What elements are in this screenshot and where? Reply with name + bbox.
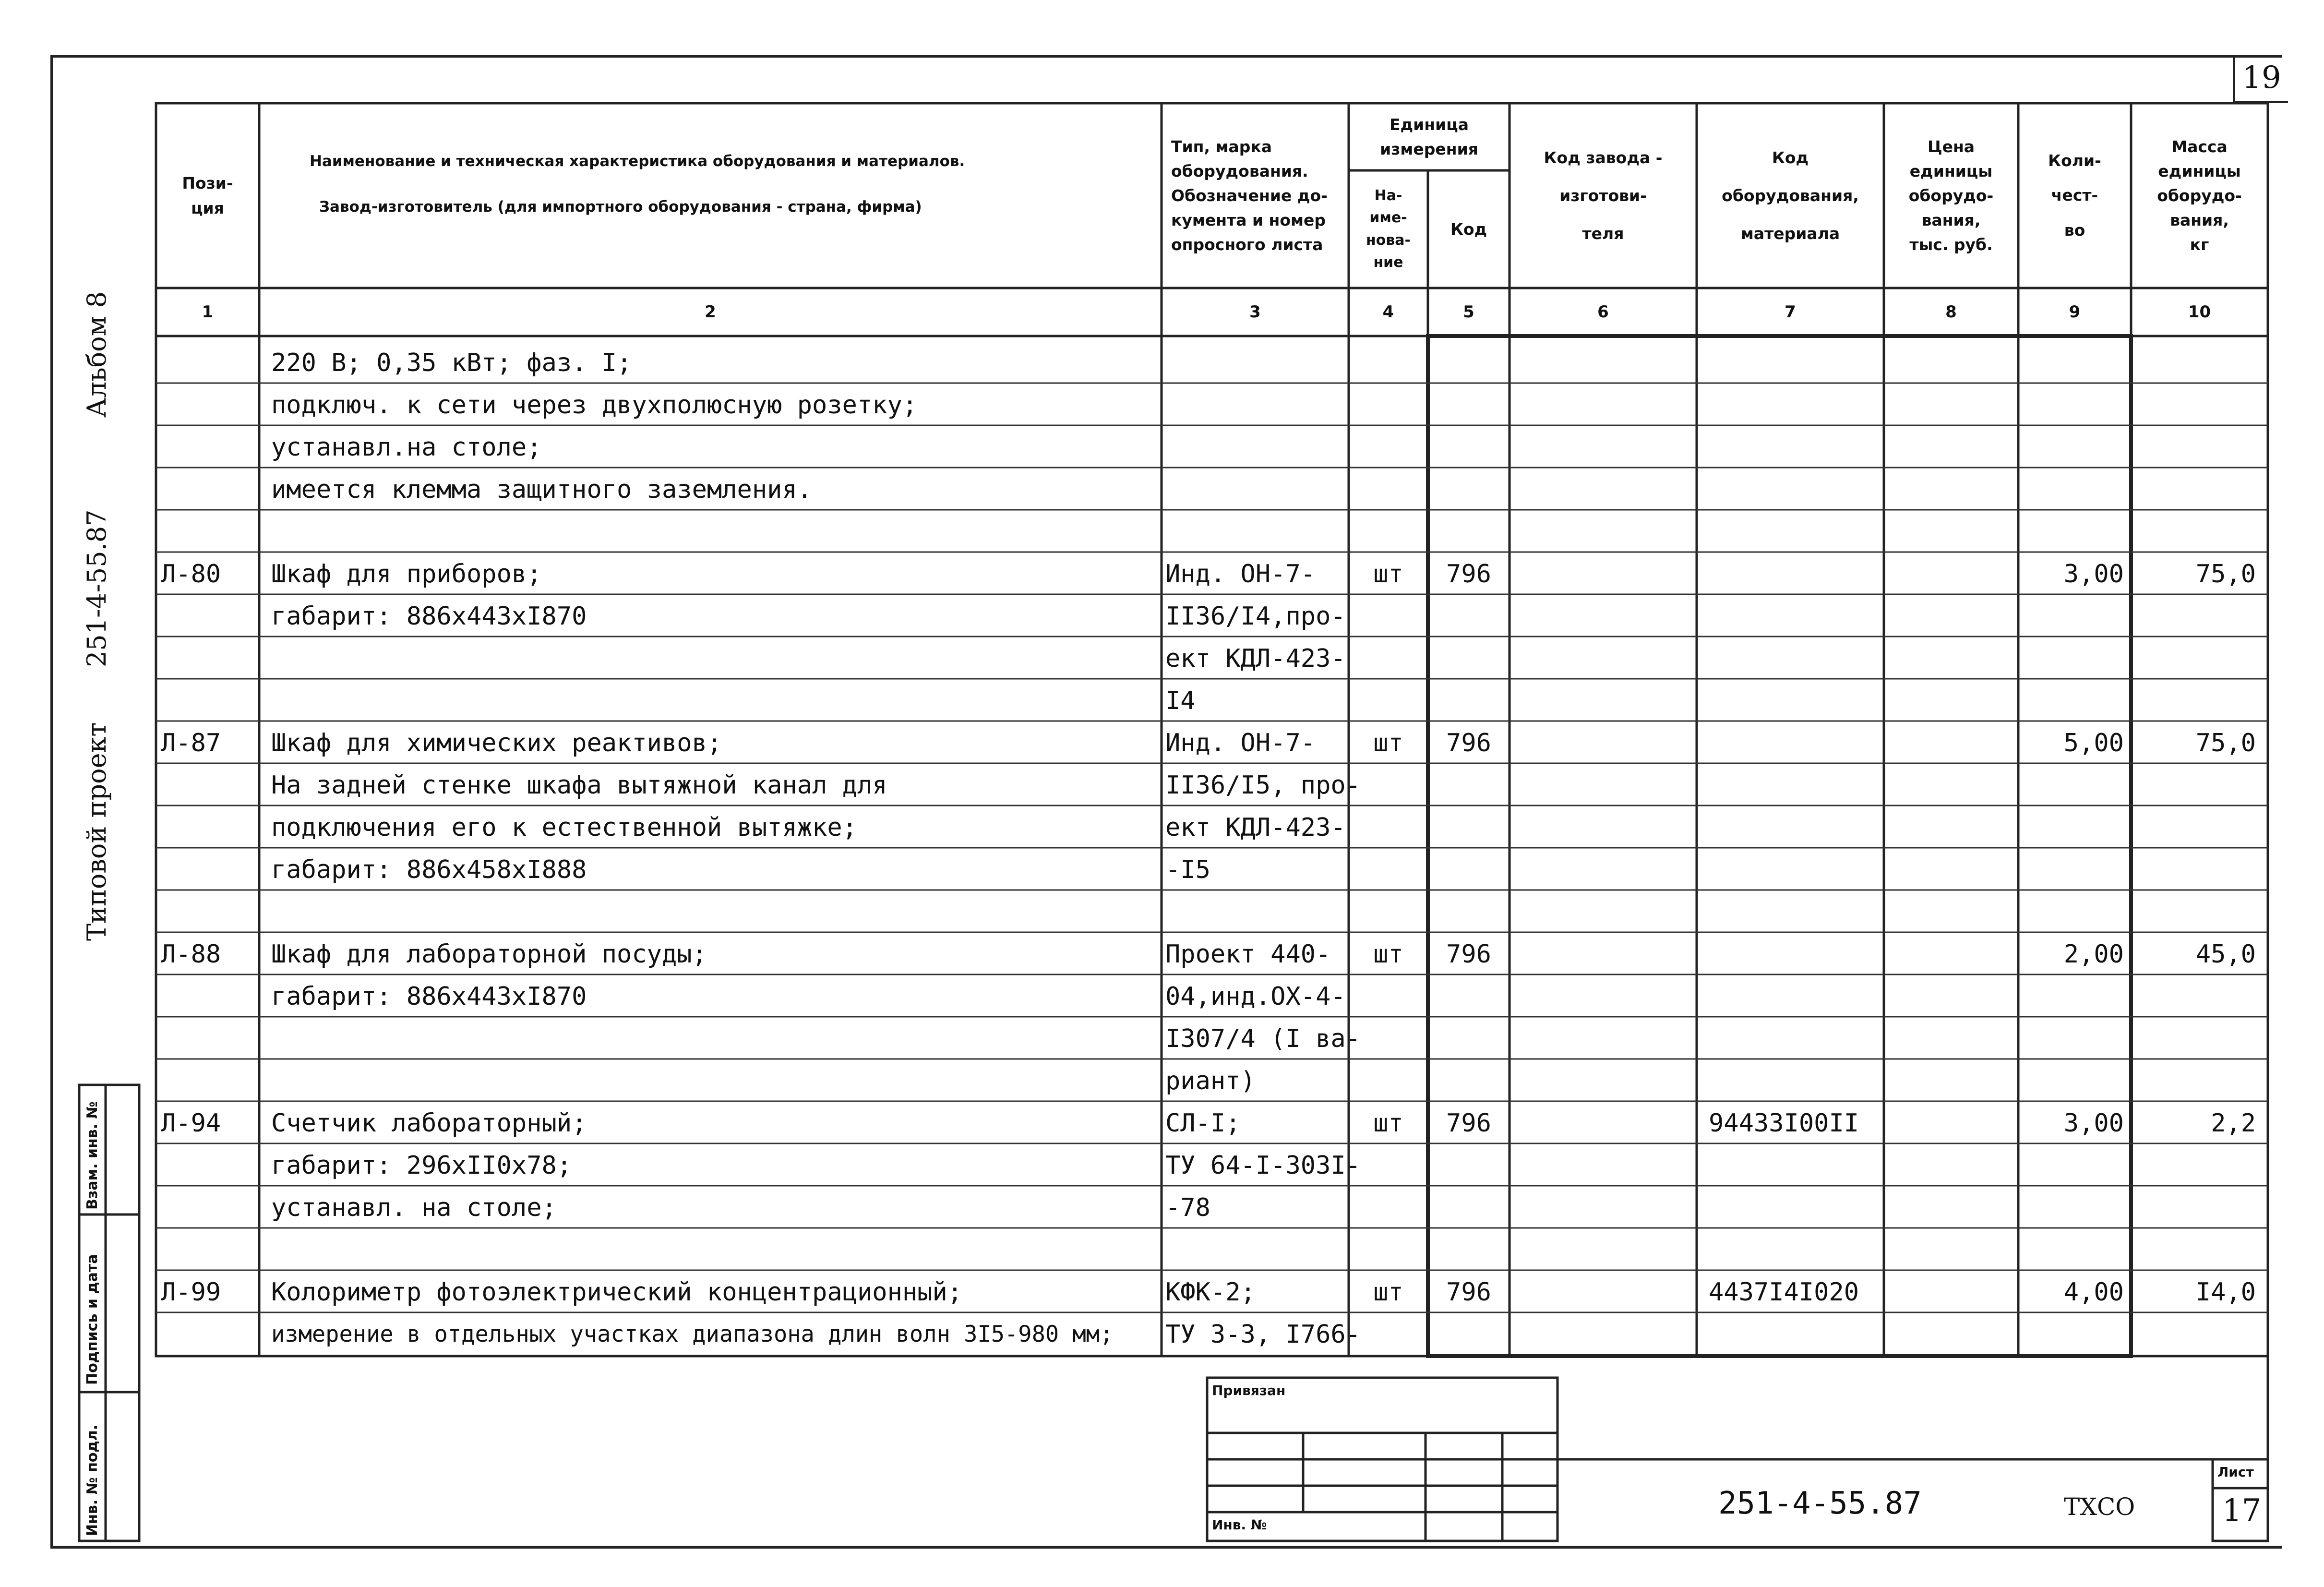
cell-unit-code xyxy=(1430,511,1507,553)
corner-sheet-number: 19 xyxy=(2233,55,2288,103)
cell-unit xyxy=(1351,342,1426,384)
cell-type xyxy=(1165,511,1348,553)
stamp-replaced-inv: Взам. инв. № xyxy=(84,1101,101,1210)
cell-equipment-code xyxy=(1709,975,1881,1018)
sheet-label: Лист xyxy=(2217,1464,2254,1480)
cell-name: измерение в отдельных участках диапазона длин волн 3I5-980 мм; xyxy=(271,1321,1114,1347)
cell-mass xyxy=(2133,426,2256,469)
cell-type: -78 xyxy=(1165,1193,1210,1222)
cell-quantity xyxy=(2021,975,2124,1018)
cell-equipment-code xyxy=(1709,342,1881,384)
cell-equipment-code xyxy=(1709,680,1881,722)
cell-equipment-code: 4437I4I020 xyxy=(1709,1278,1859,1307)
cell-type: СЛ-I; xyxy=(1165,1109,1241,1138)
cell-mass xyxy=(2133,1313,2256,1356)
header-equipment-code: Код оборудования, материала xyxy=(1722,148,1859,243)
cell-type: КФК-2; xyxy=(1165,1278,1256,1307)
cell-unit-code xyxy=(1430,595,1507,637)
cell-unit-code xyxy=(1430,975,1507,1018)
cell-unit: шт xyxy=(1373,729,1403,757)
cell-position xyxy=(161,342,257,384)
cell-unit-code: 796 xyxy=(1446,1278,1491,1307)
cell-unit xyxy=(1351,469,1426,511)
cell-mass xyxy=(2133,1187,2256,1229)
cell-unit xyxy=(1351,1313,1426,1356)
cell-unit xyxy=(1351,1144,1426,1187)
cell-name: Счетчик лабораторный; xyxy=(271,1109,587,1138)
cell-quantity xyxy=(2021,1060,2124,1102)
cell-equipment-code xyxy=(1709,1229,1881,1271)
cell-mass xyxy=(2133,849,2256,891)
cell-unit: шт xyxy=(1373,560,1403,589)
cell-unit-code xyxy=(1430,1018,1507,1060)
cell-unit xyxy=(1351,1060,1426,1102)
cell-equipment-code xyxy=(1709,1018,1881,1060)
cell-position xyxy=(161,1018,257,1060)
cell-unit-code xyxy=(1430,1229,1507,1271)
stamp-inv-no: Инв. № xyxy=(1212,1517,1267,1533)
cell-unit xyxy=(1351,891,1426,933)
cell-unit xyxy=(1351,1229,1426,1271)
cell-mass: 45,0 xyxy=(2195,940,2256,969)
cell-position xyxy=(161,680,257,722)
cell-name xyxy=(271,1060,1159,1102)
header-name-line2: Завод-изготовитель (для импортного оборудования - страна, фирма) xyxy=(319,198,922,216)
cell-unit xyxy=(1351,595,1426,637)
cell-quantity xyxy=(2021,764,2124,806)
cell-equipment-code xyxy=(1709,849,1881,891)
cell-name xyxy=(271,1018,1159,1060)
cell-unit-code xyxy=(1430,806,1507,849)
cell-unit xyxy=(1351,806,1426,849)
cell-unit-code xyxy=(1430,849,1507,891)
header-quantity: Коли- чест- во xyxy=(2048,151,2101,240)
cell-type xyxy=(1165,469,1348,511)
col-number: 8 xyxy=(1945,302,1957,322)
cell-equipment-code xyxy=(1709,722,1881,764)
cell-unit-code xyxy=(1430,764,1507,806)
cell-unit-code xyxy=(1430,426,1507,469)
header-unit-code: Код xyxy=(1450,219,1487,239)
cell-unit-code xyxy=(1430,1187,1507,1229)
col-number: 5 xyxy=(1463,302,1474,322)
cell-equipment-code xyxy=(1709,553,1881,595)
cell-mass: 75,0 xyxy=(2195,729,2256,757)
header-price: Цена единицы оборудо- вания, тыс. руб. xyxy=(1908,137,1994,254)
cell-mass xyxy=(2133,469,2256,511)
cell-unit-code xyxy=(1430,891,1507,933)
cell-name: подключ. к сети через двухполюсную розетку; xyxy=(271,391,918,420)
cell-unit: шт xyxy=(1373,940,1403,969)
cell-name: устанавл.на столе; xyxy=(271,433,542,462)
cell-type: I4 xyxy=(1165,686,1196,715)
cell-equipment-code xyxy=(1709,511,1881,553)
cell-unit-code: 796 xyxy=(1446,560,1491,589)
cell-type: 04,инд.ОХ-4- xyxy=(1165,982,1346,1011)
cell-equipment-code xyxy=(1709,933,1881,975)
cell-name: габарит: 296хII0х78; xyxy=(271,1151,572,1180)
cell-type: ект КДЛ-423- xyxy=(1165,644,1346,673)
cell-equipment-code xyxy=(1709,469,1881,511)
cell-quantity xyxy=(2021,511,2124,553)
cell-mass xyxy=(2133,806,2256,849)
cell-unit xyxy=(1351,1187,1426,1229)
col-number: 9 xyxy=(2069,302,2081,322)
document-code: 251-4-55.87 xyxy=(1718,1486,1922,1521)
cell-equipment-code xyxy=(1709,891,1881,933)
cell-unit-code: 796 xyxy=(1446,1109,1491,1138)
cell-unit-code xyxy=(1430,637,1507,680)
cell-quantity xyxy=(2021,342,2124,384)
col-number: 10 xyxy=(2188,302,2211,322)
header-unit-name: На- име- нова- ние xyxy=(1366,187,1411,271)
cell-mass xyxy=(2133,1229,2256,1271)
cell-type: ект КДЛ-423- xyxy=(1165,813,1346,842)
cell-unit-code xyxy=(1430,384,1507,426)
cell-position xyxy=(161,1144,257,1187)
cell-position xyxy=(161,806,257,849)
cell-quantity xyxy=(2021,806,2124,849)
cell-unit: шт xyxy=(1373,1278,1403,1307)
cell-unit xyxy=(1351,1018,1426,1060)
header-type: Тип, марка оборудования. Обозначение до- кумента и номер опросного листа xyxy=(1171,137,1328,254)
cell-quantity: 4,00 xyxy=(2063,1278,2124,1307)
cell-mass xyxy=(2133,891,2256,933)
cell-equipment-code xyxy=(1709,595,1881,637)
cell-name: 220 В; 0,35 кВт; фаз. I; xyxy=(271,349,632,377)
cell-position xyxy=(161,426,257,469)
cell-mass xyxy=(2133,1018,2256,1060)
cell-unit-code: 796 xyxy=(1446,940,1491,969)
cell-unit-code xyxy=(1430,1060,1507,1102)
cell-type xyxy=(1165,891,1348,933)
cell-position xyxy=(161,637,257,680)
cell-mass xyxy=(2133,637,2256,680)
cell-type: ТУ 3-3, I766- xyxy=(1165,1320,1361,1349)
cell-quantity xyxy=(2021,384,2124,426)
cell-unit-code: 796 xyxy=(1446,729,1491,757)
side-project-type: Типовой проект xyxy=(82,722,112,941)
header-name-line1: Наименование и техническая характеристика оборудования и материалов. xyxy=(310,153,965,170)
cell-position: Л-94 xyxy=(161,1109,221,1138)
cell-type: II36/I5, про- xyxy=(1165,771,1361,800)
stamp-signature-date: Подпись и дата xyxy=(84,1254,101,1385)
cell-name: На задней стенке шкафа вытяжной канал для xyxy=(271,771,887,800)
cell-equipment-code xyxy=(1709,1060,1881,1102)
col-number: 6 xyxy=(1597,302,1609,322)
cell-position xyxy=(161,1313,257,1356)
cell-equipment-code: 94433I00II xyxy=(1709,1109,1859,1138)
cell-unit xyxy=(1351,975,1426,1018)
cell-unit xyxy=(1351,511,1426,553)
cell-equipment-code xyxy=(1709,1313,1881,1356)
header-plant-code: Код завода - изготови- теля xyxy=(1544,148,1663,243)
cell-mass xyxy=(2133,975,2256,1018)
cell-name: Шкаф для лабораторной посуды; xyxy=(271,940,707,969)
cell-position: Л-87 xyxy=(161,729,221,757)
sheet-number: 17 xyxy=(2222,1493,2262,1528)
side-project-code: 251-4-55.87 xyxy=(82,509,112,667)
cell-position: Л-99 xyxy=(161,1278,221,1307)
cell-equipment-code xyxy=(1709,426,1881,469)
cell-name: имеется клемма защитного заземления. xyxy=(271,475,813,504)
cell-unit-code xyxy=(1430,1144,1507,1187)
cell-name xyxy=(271,891,1159,933)
cell-name: Шкаф для приборов; xyxy=(271,560,542,589)
cell-equipment-code xyxy=(1709,1187,1881,1229)
document-mark: ТХСО xyxy=(2064,1493,2135,1521)
cell-type: I307/4 (I ва- xyxy=(1165,1024,1361,1053)
cell-quantity xyxy=(2021,595,2124,637)
cell-type xyxy=(1165,342,1348,384)
cell-quantity xyxy=(2021,891,2124,933)
cell-name: подключения его к естественной вытяжке; xyxy=(271,813,857,842)
cell-position xyxy=(161,764,257,806)
cell-equipment-code xyxy=(1709,1144,1881,1187)
cell-unit-code xyxy=(1430,342,1507,384)
header-unit: Единица измерения xyxy=(1380,115,1478,158)
cell-type: Проект 440- xyxy=(1165,940,1331,969)
cell-quantity xyxy=(2021,426,2124,469)
cell-unit xyxy=(1351,426,1426,469)
header-position: Пози- ция xyxy=(182,174,233,217)
cell-quantity: 2,00 xyxy=(2063,940,2124,969)
cell-position xyxy=(161,849,257,891)
cell-unit xyxy=(1351,764,1426,806)
cell-position xyxy=(161,511,257,553)
cell-mass xyxy=(2133,1144,2256,1187)
cell-mass: 2,2 xyxy=(2211,1109,2256,1138)
cell-type: -I5 xyxy=(1165,855,1210,884)
col-number: 1 xyxy=(202,302,214,322)
cell-name: габарит: 886х443хI870 xyxy=(271,602,587,631)
cell-equipment-code xyxy=(1709,637,1881,680)
cell-equipment-code xyxy=(1709,764,1881,806)
cell-mass xyxy=(2133,342,2256,384)
cell-unit xyxy=(1351,680,1426,722)
cell-equipment-code xyxy=(1709,384,1881,426)
cell-position xyxy=(161,975,257,1018)
cell-position: Л-88 xyxy=(161,940,221,969)
col-number: 3 xyxy=(1249,302,1261,322)
cell-quantity xyxy=(2021,680,2124,722)
cell-type: ТУ 64-I-303I- xyxy=(1165,1151,1361,1180)
cell-unit xyxy=(1351,384,1426,426)
col-number: 7 xyxy=(1785,302,1796,322)
cell-type: риант) xyxy=(1165,1067,1256,1095)
cell-type: Инд. ОН-7- xyxy=(1165,729,1316,757)
cell-quantity xyxy=(2021,1229,2124,1271)
cell-unit xyxy=(1351,637,1426,680)
cell-quantity xyxy=(2021,849,2124,891)
cell-position xyxy=(161,1060,257,1102)
cell-name: Шкаф для химических реактивов; xyxy=(271,729,722,757)
cell-position xyxy=(161,595,257,637)
side-album: Альбом 8 xyxy=(82,291,112,418)
stamp-privyazan: Привязан xyxy=(1212,1383,1286,1398)
cell-name xyxy=(271,1229,1159,1271)
cell-name xyxy=(271,680,1159,722)
cell-position: Л-80 xyxy=(161,560,221,589)
cell-quantity: 5,00 xyxy=(2063,729,2124,757)
cell-mass: 75,0 xyxy=(2195,560,2256,589)
cell-mass xyxy=(2133,764,2256,806)
cell-quantity xyxy=(2021,469,2124,511)
cell-type: II36/I4,про- xyxy=(1165,602,1346,631)
cell-name: габарит: 886х443хI870 xyxy=(271,982,587,1011)
cell-mass xyxy=(2133,511,2256,553)
cell-quantity: 3,00 xyxy=(2063,1109,2124,1138)
cell-position xyxy=(161,469,257,511)
cell-position xyxy=(161,384,257,426)
cell-position xyxy=(161,1229,257,1271)
cell-name: Колориметр фотоэлектрический концентрационный; xyxy=(271,1278,963,1307)
cell-quantity xyxy=(2021,1018,2124,1060)
cell-type xyxy=(1165,384,1348,426)
cell-unit xyxy=(1351,849,1426,891)
cell-name: устанавл. на столе; xyxy=(271,1193,557,1222)
cell-mass xyxy=(2133,1060,2256,1102)
header-mass: Масса единицы оборудо- вания, кг xyxy=(2157,137,2242,254)
cell-unit: шт xyxy=(1373,1109,1403,1138)
cell-name: габарит: 886х458хI888 xyxy=(271,855,587,884)
cell-unit-code xyxy=(1430,469,1507,511)
cell-quantity xyxy=(2021,1313,2124,1356)
cell-unit-code xyxy=(1430,680,1507,722)
cell-quantity: 3,00 xyxy=(2063,560,2124,589)
cell-quantity xyxy=(2021,1187,2124,1229)
cell-mass xyxy=(2133,595,2256,637)
cell-mass xyxy=(2133,384,2256,426)
cell-name xyxy=(271,511,1159,553)
cell-position xyxy=(161,1187,257,1229)
cell-type: Инд. ОН-7- xyxy=(1165,560,1316,589)
cell-unit-code xyxy=(1430,1313,1507,1356)
col-number: 2 xyxy=(705,302,716,322)
cell-mass: I4,0 xyxy=(2195,1278,2256,1307)
cell-type xyxy=(1165,1229,1348,1271)
cell-position xyxy=(161,891,257,933)
cell-name xyxy=(271,637,1159,680)
cell-equipment-code xyxy=(1709,806,1881,849)
col-number: 4 xyxy=(1382,302,1394,322)
stamp-inv-original: Инв. № подл. xyxy=(84,1424,101,1536)
cell-type xyxy=(1165,426,1348,469)
cell-mass xyxy=(2133,680,2256,722)
cell-quantity xyxy=(2021,637,2124,680)
cell-quantity xyxy=(2021,1144,2124,1187)
